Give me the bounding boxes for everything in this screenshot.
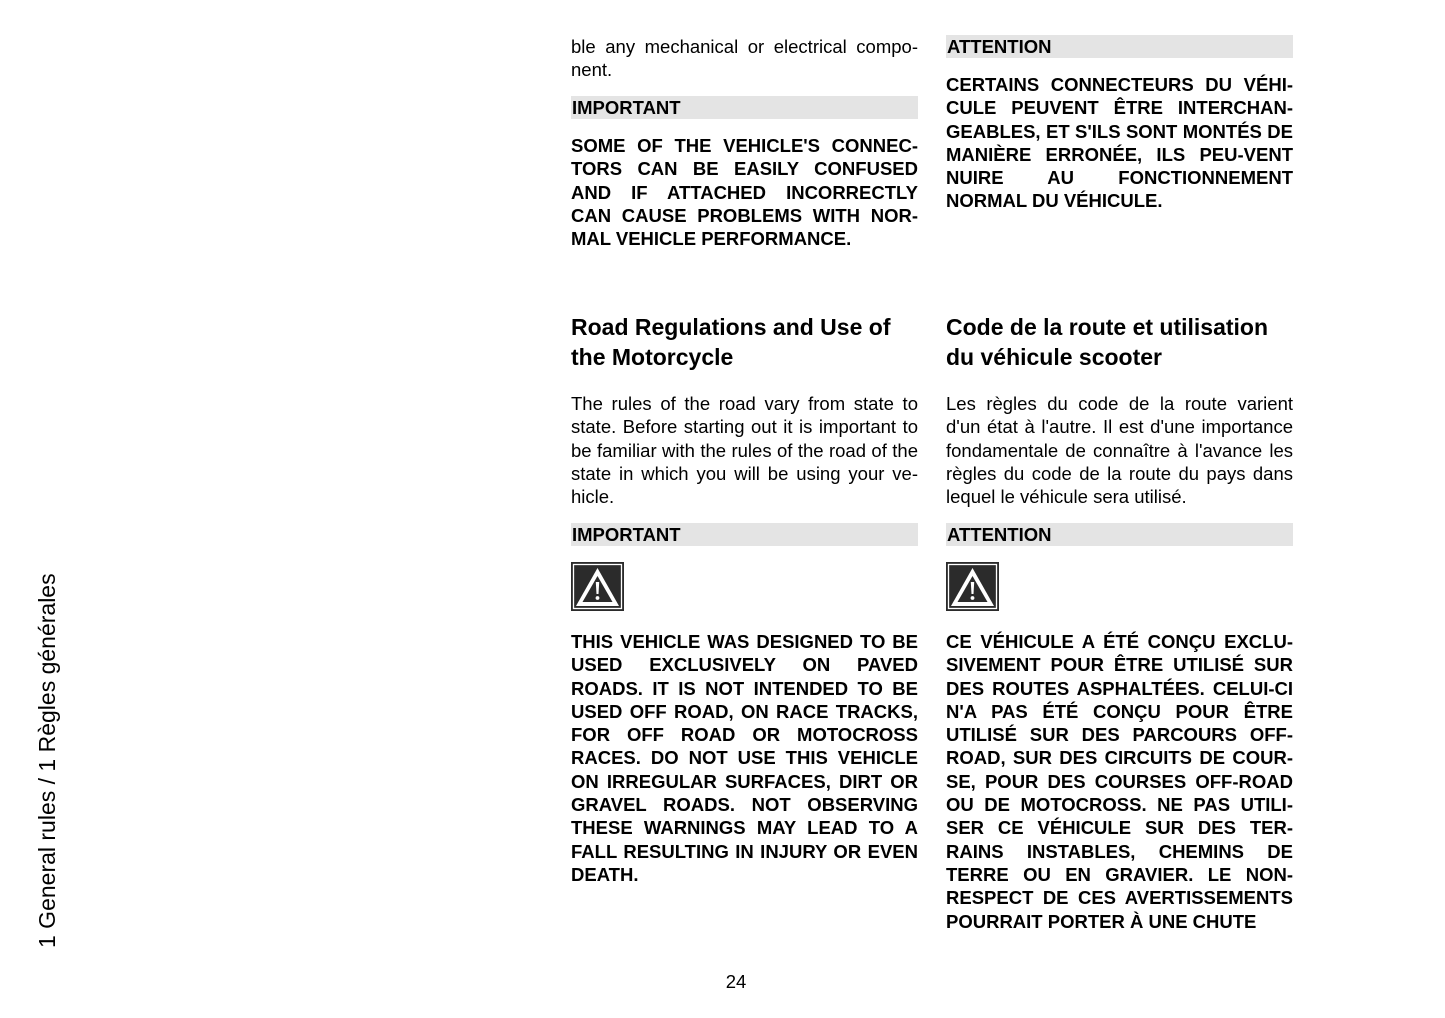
warning-triangle-icon	[571, 562, 918, 616]
connector-warning-en: SOME OF THE VEHICLE'S CONNEC-TORS CAN BE EASILY CONFUSED AND IF ATTACHED INCORRECTLY CAN CAUSE PROBLEMS WITH NOR-MAL VEHICLE PERFORMANCE.	[571, 135, 918, 250]
section-heading-fr: Code de la route et utilisation du véhicule scooter	[946, 314, 1269, 370]
connector-warning-fr: CERTAINS CONNECTEURS DU VÉHI-CULE PEUVENT ÊTRE INTERCHAN-GEABLES, ET S'ILS SONT MONTÉS DE MANIÈRE ERRONÉE, ILS PEU-VENT NUIRE AU FONCTIONNEMENT NORMAL DU VÉHICULE.	[946, 74, 1293, 212]
attention-label-fr-2: ATTENTION	[946, 523, 1293, 546]
paved-roads-warning-fr: CE VÉHICULE A ÉTÉ CONÇU EXCLU-SIVEMENT POUR ÊTRE UTILISÉ SUR DES ROUTES ASPHALTÉES. CELUI-CI N'A PAS ÉTÉ CONÇU POUR ÊTRE UTILISÉ SUR DES PARCOURS OFF-ROAD, SUR DES CIRCUITS DE COUR-SE, POUR DES COURSES OFF-ROAD OU DE MOTOCROSS. NE PAS UTILI-SER CE VÉHICULE SUR DES TER-RAINS INSTABLES, CHEMINS DE TERRE OU EN GRAVIER. LE NON-RESPECT DE CES AVERTISSEMENTS POURRAIT PORTER À UNE CHUTE	[946, 631, 1293, 932]
attention-label-fr-1: ATTENTION	[946, 35, 1293, 58]
road-rules-text-fr: Les règles du code de la route varient d'un état à l'autre. Il est d'une importance fondamentale de connaître à l'avance les règles du code de la route du pays dans lequel le véhicule sera utilisé.	[946, 393, 1293, 508]
paved-roads-warning-en: THIS VEHICLE WAS DESIGNED TO BE USED EXCLUSIVELY ON PAVED ROADS. IT IS NOT INTENDED TO BE USED OFF ROAD, ON RACE TRACKS, FOR OFF ROAD OR MOTOCROSS RACES. DO NOT USE THIS VEHICLE ON IRREGULAR SURFACES, DIRT OR GRAVEL ROADS. NOT OBSERVING THESE WARNINGS MAY LEAD TO A FALL RESULTING IN INJURY OR EVEN DEATH.	[571, 631, 918, 885]
chapter-side-label: 1 General rules / 1 Règles générales	[34, 573, 60, 948]
road-rules-text-en: The rules of the road vary from state to state. Before starting out it is important to be familiar with the rules of the road of the state in which you will be using your ve-hicle.	[571, 393, 918, 508]
intro-text-en: ble any mechanical or electrical compo-nent.	[571, 36, 918, 81]
warning-triangle-icon	[946, 562, 1293, 616]
important-label-en-2: IMPORTANT	[571, 523, 918, 546]
section-heading-en: Road Regulations and Use of the Motorcycle	[571, 314, 891, 370]
important-label-en-1: IMPORTANT	[571, 96, 918, 119]
page-number: 24	[725, 971, 747, 992]
